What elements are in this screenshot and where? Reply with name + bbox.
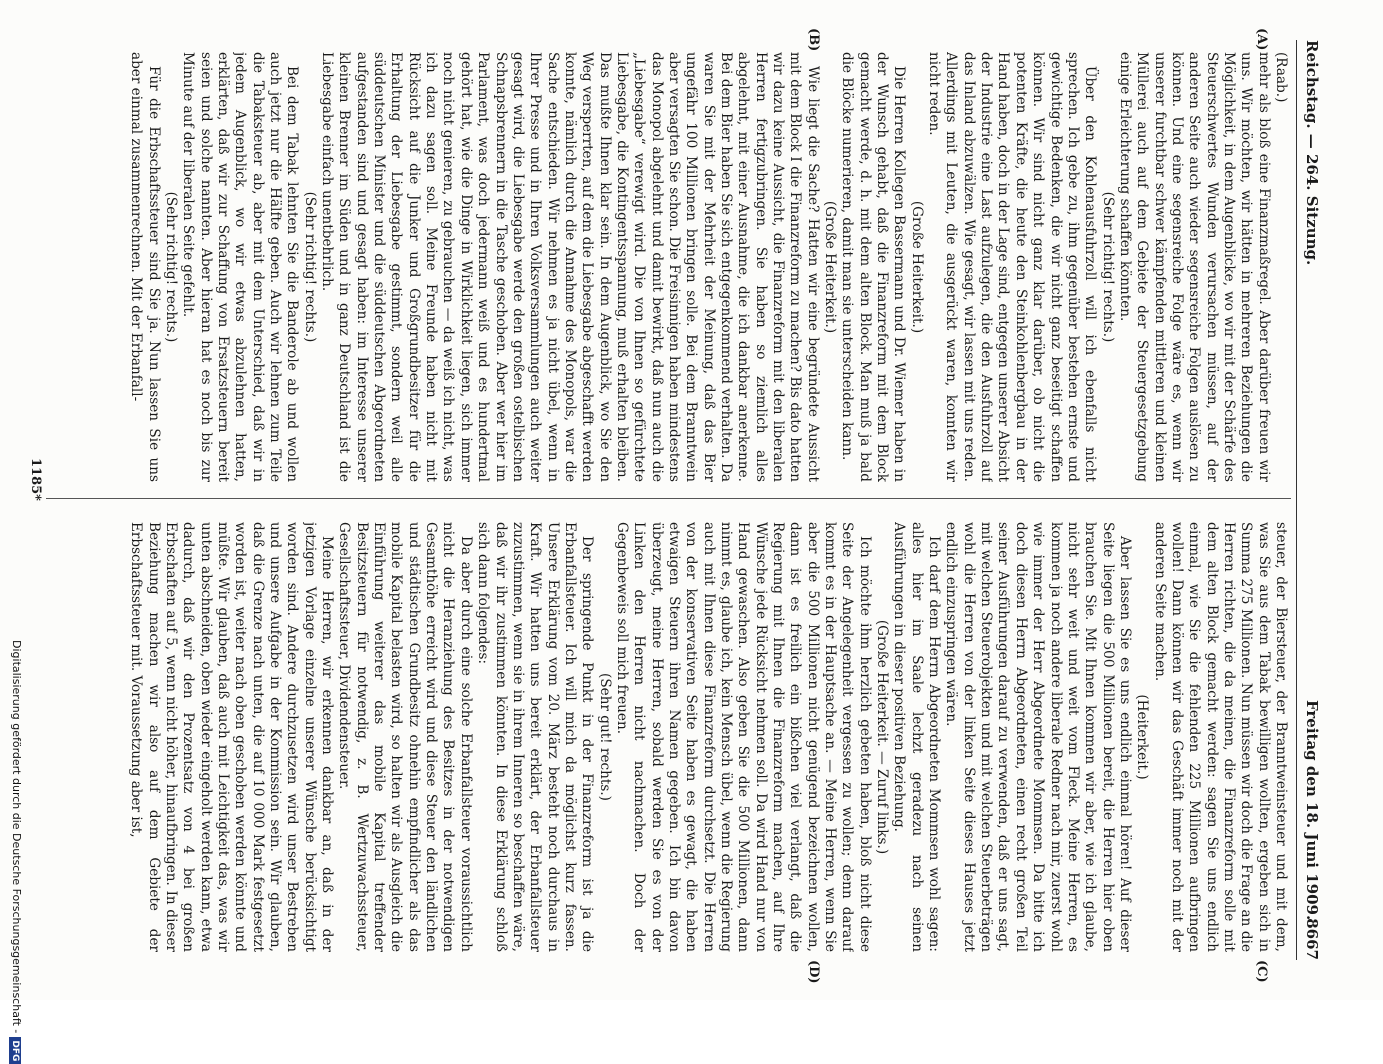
digitization-credit <box>9 640 23 1064</box>
margin-letter-d: (D) <box>806 960 821 984</box>
header-date: Freitag den 18. Juni 1909. <box>1303 700 1321 921</box>
signature-mark: 1185* <box>28 458 43 501</box>
paragraph: Wie liegt die Sache? Hatten wir eine begründete Aussicht mit dem Block I die Finanzreform zu machen? Bis dato hatten wir dazu keine Aussicht, die Finanzreform mit den liberalen Herren fertigzubringen. Sie haben so ziemlich alles abgelehnt, mit einer Ausnahme, die ich dankbar anerkenne. Bei dem Bier haben Sie sich entgegenkommend verhalten. Da waren Sie mit der Mehrheit der Meinung, daß das Bier ungefähr 100 Millionen bringen solle. Bei dem Branntwein aber versagten Sie schon. Die Freisinnigen haben mindestens das Monopol abgelehnt und damit bewirkt, daß nun auch die „Liebesgabe“ verewigt wird. Die von Ihnen so gefürchtete Liebesgabe, die Kontingentsspannung, muß erhalten bleiben. Das mußte Ihnen klar sein. In dem Augenblick, wo Sie den Weg versperrten, auf dem die Liebesgabe abgeschafft werden konnte, nämlich durch die Annahme des Monopols, war die Sache entschieden. Wir nehmen es ja nicht übel, wenn in Ihrer Presse und in Ihren Volksversammlungen auch weiter gesagt wird, die Liebesgabe werde den großen ostelbischen Schnapsbrennern in die Tasche geschoben. Aber wer hier im Parlament, was doch jedermann weiß und es hundertmal gehört hat, wie die Dinge in Wirklichkeit liegen, sich immer noch nicht genieren, zu gebrauchen — da weiß ich nicht, was ich dazu sagen soll. Meine Freunde haben nicht mit Rücksicht auf die Junker und Großgrundbesitzer für die Erhaltung der Liebesgabe gestimmt, sondern weil alle süddeutschen Minister und die süddeutschen Abgeordneten aufgestanden sind und gesagt haben: im Interesse unserer kleinen Brenner im Süden und in ganz Deutschland ist die Liebesgabe einfach unentbehrlich. <box>319 52 821 482</box>
paragraph: Der springende Punkt in der Finanzreform ist ja die Erbanfallsteuer. Ich will mich da möglichst kurz fassen. Unsere Erklärung vom 20. März besteht noch durchaus in Kraft. Wir hatten uns bereit erklärt, der Erbanfallsteuer zuzustimmen, wenn sie in ihrem Inneren so beschaffen wäre, daß wir ihr zustimmen könnten. In diese Erklärung schloß sich dann folgendes: <box>475 522 596 952</box>
paragraph: Ich möchte ihm herzlich gebeten haben, bloß nicht diese Seite der Angelegenheit vergessen zu wollen; denn darauf kommt es in der Hauptsache an. — Meine Herren, wenn Sie aber die 500 Millionen nicht genügend bezeichnen wollen, dann ist es freilich ein bißchen viel verlangt, daß die Regierung mit Ihnen die Finanzreform machen, auf Ihre Wünsche jede Rücksicht nehmen soll. Da wird Hand nur von Hand gewaschen. Also geben Sie die 500 Millionen, dann nimmt es, glaube ich, kein Mensch übel, wenn die Regierung auch mit Ihnen diese Finanzreform durchsetzt. Die Herren von der konservativen Seite haben es gewagt, die haben etwaigen Steuern ihren Namen gegeben. Ich bin davon überzeugt, meine Herren, sobald werden Sie es von der Linken den Herren nicht nachmachen. Doch der Gegenbeweis soll mich freuen. <box>613 522 873 952</box>
credit-text: Digitalisierung gefördert durch die Deutsche Forschungsgemeinschaft - <box>10 640 23 1034</box>
margin-letter-c: (C) <box>1254 960 1269 983</box>
paragraph: Ich darf dem Herrn Abgeordneten Mommsen wohl sagen: alles hier im Saale lechzt geradezu nach seinen Ausführungen in dieser positiven Beziehung. <box>891 522 943 952</box>
paragraph: (Raab.) <box>1273 52 1289 103</box>
margin-letter-b: (B) <box>806 28 821 52</box>
stage-direction: (Sehr richtig! rechts.) <box>301 191 318 343</box>
paragraph: Bei dem Tabak lehnten Sie die Banderole ab und wollen auch jetzt nur die Hälfte geben. Auch wir lehnen zum Teile die Tabaksteuer ab, aber mit dem Unterschied, daß wir in jedem Augenblick, wo wir etwas abzulehnen hatten, erklärten, daß wir zur Schaffung von Ersatzsteuern bereit seien und solche nannten. Aber hieran hat es noch bis zur Minute auf der liberalen Seite gefehlt. <box>180 52 301 482</box>
left-column <box>49 52 1289 482</box>
paragraph: Aber lassen Sie es uns endlich einmal hören! Auf dieser Seite liegen die 500 Millionen bereit, die Herren hier oben brauchen Sie. Mit Ihnen kommen wir aber, wie ich glaube, nicht sehr weit und weit vom Fleck. Meine Herren, es kommen ja noch andere liberale Redner nach mir, zuerst wohl wie immer der Herr Abgeordnete Mommsen. Da bitte ich doch diesen Herrn Abgeordneten, einen recht großen Teil seiner Ausführungen darauf zu verwenden, daß er uns sagt, mit welchen Steuerobjekten und mit welchen Steuerbeträgen wohl die Herren von der linken Seite dieses Hauses jetzt endlich einzuspringen wären. <box>943 522 1133 952</box>
header-session: Reichstag. — 264. Sitzung. <box>1303 40 1321 266</box>
stage-direction: (Große Heiterkeit.) <box>908 200 925 334</box>
stage-direction: (Sehr gut! rechts.) <box>596 673 613 801</box>
dfg-logo: DFG <box>9 1037 21 1064</box>
stage-direction: (Große Heiterkeit.) <box>822 200 839 334</box>
paragraph: Für die Erbschaftssteuer sind Sie ja. Nun lassen Sie uns aber einmal zusammenrechnen. Mit der Erbanfall- <box>128 52 162 482</box>
stage-direction: (Heiterkeit.) <box>1134 694 1151 780</box>
paragraph: mehr als bloß eine Finanzmaßregel. Aber darüber freuen wir uns. Wir möchten, wir hätten in mehreren Beziehungen die Möglichkeit, in dem Augenblicke, wo wir mit der Schärfe des Steuerschwertes Wunden verursachen müssen, auf der anderen Seite auch wieder segensreiche Folgen auslösen zu können. Und eine segensreiche Folge wäre es, wenn wir unserer furchtbar schwer kämpfenden mittleren und kleinen Müllerei auch auf dem Gebiete der Steuergesetzgebung einige Erleichterung schaffen könnten. <box>1116 52 1272 482</box>
paragraph: steuer, der Biersteuer, der Branntweinsteuer und mit dem, was Sie aus dem Tabak bewilligen wollten, ergeben sich in Summa 275 Millionen. Nun müssen wir doch die Frage an die Herren richten, die da meinen, die Finanzreform solle mit dem alten Block gemacht werden: sagen Sie uns endlich einmal, wie Sie die fehlenden 225 Millionen aufbringen wollen! Dann können wir das Geschäft immer noch mit der anderen Seite machen. <box>1151 522 1289 952</box>
paragraph: Über den Kohlenausfuhrzoll will ich ebenfalls nicht sprechen. Ich gebe zu, ihm gegenüber bestehen ernste und gewichtige Bedenken, die wir nicht ganz beseitigt schaffen können. Wir sind nicht ganz klar darüber, ob nicht die potenten Kräfte, die heute den Steinkohlenbergbau in der Hand haben, doch in der Lage sind, entgegen unserer Absicht der Industrie eine Last aufzulegen, die den Ausfuhrzoll auf das Inland abzuwälzen. Wie gesagt, wir lassen mit uns reden. Allerdings mit Leuten, die ausgerückt waren, konnten wir nicht reden. <box>926 52 1099 482</box>
paragraph: Die Herren Kollegen Bassermann und Dr. Wiemer haben in der Wunsch gehabt, daß die Finanzreform mit dem Block gemacht werde, d. h. mit dem alten Block. Man muß ja bald die Blöcke numerieren, damit man sie unterscheiden kann. <box>839 52 908 482</box>
stage-direction: (Sehr richtig! rechts.) <box>163 191 179 343</box>
stage-direction: (Große Heiterkeit. — Zuruf links.) <box>874 619 891 855</box>
right-column <box>49 522 1289 952</box>
margin-letter-a: (A) <box>1254 28 1269 51</box>
stage-direction: (Sehr richtig! rechts.) <box>1099 191 1116 343</box>
header-rule <box>1296 40 1297 960</box>
page-number: 8667 <box>1303 918 1321 960</box>
column-divider <box>46 498 1291 499</box>
paragraph: Da aber durch eine solche Erbanfallsteuer voraussichtlich nicht die Heranziehung des Besitzes in der notwendigen Gesamthöhe erreicht wird und diese Steuer den ländlichen und städtischen Grundbesitz ohnehin empfindlicher als das mobile Kapital belasten wird, so halten wir als Ausgleich die Einführung weiterer das mobile Kapital treffender Besitzsteuern für notwendig, z. B. Wertzuwachssteuer, Gesellschaftssteuer, Dividendensteuer. <box>336 522 474 952</box>
paragraph: Meine Herren, wir erkennen dankbar an, daß in der jetzigen Vorlage einzelne unserer Wünsche berücksichtigt worden sind. Andere durchzusetzen wird unser Bestreben und unsere Aufgabe in der Kommission sein. Wir glauben, daß die Grenze nach unten, die auf 10 000 Mark festgesetzt worden ist, weiter nach oben geschoben werden könnte und müßte. Wir glauben, daß auch mit Leichtigkeit das, was wir unten abschneiden, oben wieder eingeholt werden kann, etwa dadurch, daß wir den Prozentsatz von 4 bei großen Erbschaften auf 5, wenn nicht höher, hinaufbringen. In dieser Beziehung machen wir also auf dem Gebiete der Erbschaftssteuer mit. Voraussetzung aber ist, <box>128 522 336 952</box>
